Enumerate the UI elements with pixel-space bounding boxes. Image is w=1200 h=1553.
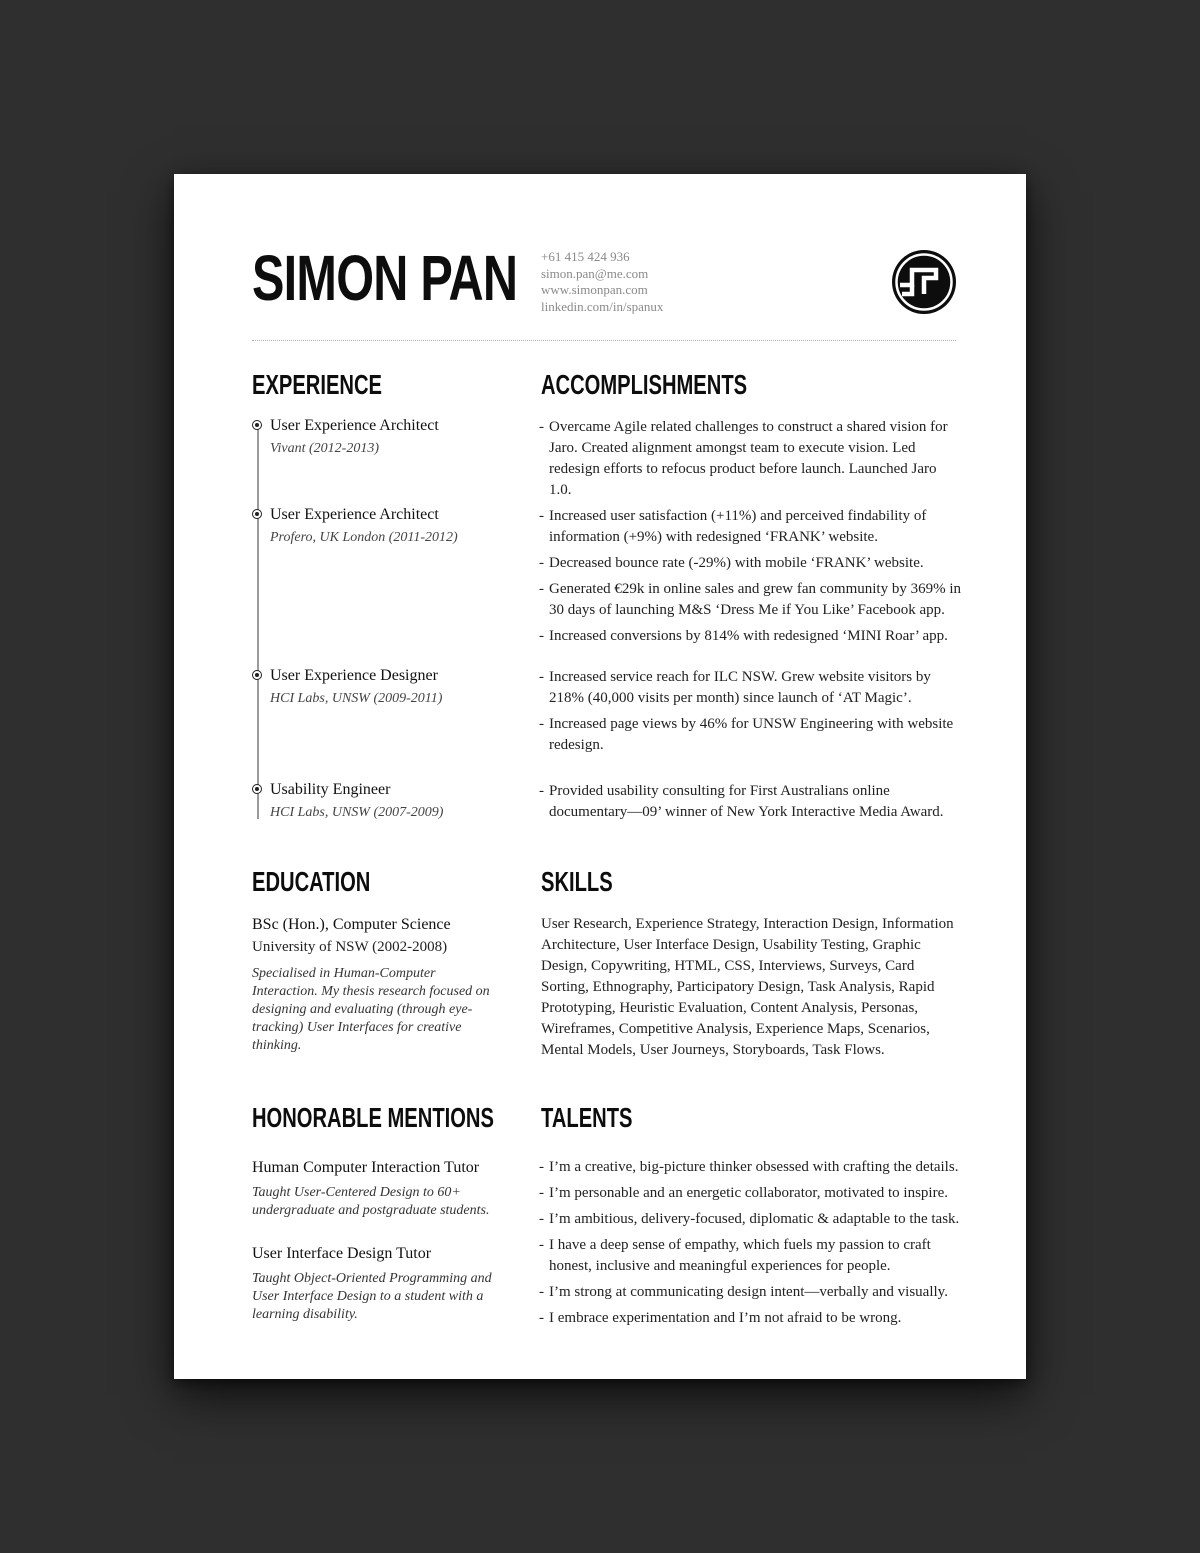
education-entry bbox=[252, 914, 492, 1055]
contact-email[interactable]: simon.pan@me.com bbox=[541, 265, 649, 281]
timeline-dot bbox=[252, 509, 262, 519]
experience-heading: EXPERIENCE bbox=[252, 369, 382, 400]
experience-timeline bbox=[257, 426, 259, 819]
timeline-dot bbox=[252, 784, 262, 794]
accomplishment-list bbox=[541, 417, 961, 506]
education-note: Specialised in Human-Computer Interaction. My thesis research focused on designing and evaluating (through eye-tracking) User Interfaces for creative thinking. bbox=[252, 966, 490, 1053]
accomplishment-item: - Increased service reach for ILC NSW. Grew website visitors by 218% (40,000 visits per month) since launch of ‘AT Magic’. bbox=[541, 667, 961, 709]
talent-item: - I have a deep sense of empathy, which fuels my passion to craft honest, inclusive and meaningful experiences for people. bbox=[541, 1235, 961, 1277]
timeline-dot bbox=[252, 420, 262, 430]
education-degree: BSc (Hon.), Computer Science bbox=[252, 916, 451, 933]
talent-item: - I embrace experimentation and I’m not afraid to be wrong. bbox=[541, 1308, 961, 1329]
timeline-dot bbox=[252, 670, 262, 680]
accomplishment-list bbox=[541, 781, 961, 828]
talent-item: - I’m personable and an energetic collaborator, motivated to inspire. bbox=[541, 1183, 961, 1204]
sp-monogram-icon bbox=[890, 248, 958, 316]
accomplishment-list bbox=[541, 506, 961, 652]
job-company: Vivant (2012-2013) bbox=[270, 441, 379, 456]
accomplishment-item: - Decreased bounce rate (-29%) with mobile ‘FRANK’ website. bbox=[541, 553, 961, 574]
education-school: University of NSW (2002-2008) bbox=[252, 939, 448, 955]
talent-item: - I’m a creative, big-picture thinker obsessed with crafting the details. bbox=[541, 1157, 961, 1178]
accomplishment-item: - Increased conversions by 814% with redesigned ‘MINI Roar’ app. bbox=[541, 626, 961, 647]
contact-info bbox=[541, 249, 663, 315]
mention-title: User Interface Design Tutor bbox=[252, 1245, 432, 1262]
job-entry bbox=[270, 666, 442, 709]
job-entry bbox=[270, 780, 443, 823]
header-divider bbox=[252, 340, 956, 341]
job-role: User Experience Architect bbox=[270, 417, 439, 434]
accomplishment-item: - Provided usability consulting for First Australians online documentary—09’ winner of New York Interactive Media Award. bbox=[541, 781, 961, 823]
job-role: User Experience Architect bbox=[270, 506, 439, 523]
accomplishment-list bbox=[541, 667, 961, 761]
honorable-mentions-heading: HONORABLE MENTIONS bbox=[252, 1102, 494, 1133]
accomplishments-heading: ACCOMPLISHMENTS bbox=[541, 369, 748, 400]
contact-website[interactable]: www.simonpan.com bbox=[541, 282, 648, 297]
mention-entry bbox=[252, 1243, 492, 1324]
contact-linkedin[interactable]: linkedin.com/in/spanux bbox=[541, 298, 664, 314]
accomplishment-item: - Increased page views by 46% for UNSW Engineering with website redesign. bbox=[541, 714, 961, 756]
skills-text: User Research, Experience Strategy, Interaction Design, Information Architecture, User Interface Design, Usability Testing, Graphic Design, Copywriting, HTML, CSS, Interviews, Surveys, Card Sorting, Ethnography, Participatory Design, Task Analysis, Rapid Prototyping, Heuristic Evaluation, Content Analysis, Personas, Wireframes, Competitive Analysis, Experience Maps, Scenarios, Mental Models, User Journeys, Storyboards, Task Flows. bbox=[541, 916, 954, 1058]
mention-title: Human Computer Interaction Tutor bbox=[252, 1159, 480, 1176]
resume-name: SIMON PAN bbox=[252, 242, 518, 314]
education-heading: EDUCATION bbox=[252, 866, 371, 897]
job-role: User Experience Designer bbox=[270, 667, 438, 684]
job-role: Usability Engineer bbox=[270, 781, 391, 798]
job-company: Profero, UK London (2011-2012) bbox=[270, 530, 458, 545]
job-company: HCI Labs, UNSW (2007-2009) bbox=[270, 805, 444, 820]
talent-list bbox=[541, 1157, 961, 1334]
talents-heading: TALENTS bbox=[541, 1102, 633, 1133]
job-entry bbox=[270, 505, 458, 548]
contact-phone: +61 415 424 936 bbox=[541, 249, 630, 264]
talent-item: - I’m strong at communicating design intent—verbally and visually. bbox=[541, 1282, 961, 1303]
mention-note: Taught Object-Oriented Programming and User Interface Design to a student with a learning disability. bbox=[252, 1271, 492, 1322]
skills-heading: SKILLS bbox=[541, 866, 613, 897]
accomplishment-item: - Increased user satisfaction (+11%) and perceived findability of information (+9%) with redesigned ‘FRANK’ website. bbox=[541, 506, 961, 548]
mention-entry bbox=[252, 1157, 492, 1220]
resume-page bbox=[174, 174, 1026, 1379]
accomplishment-item: - Overcame Agile related challenges to construct a shared vision for Jaro. Created alignment amongst team to execute vision. Led redesign efforts to refocus product before launch. Launched Jaro 1.0. bbox=[541, 417, 961, 501]
mention-note: Taught User-Centered Design to 60+ undergraduate and postgraduate students. bbox=[252, 1185, 490, 1218]
talent-item: - I’m ambitious, delivery-focused, diplomatic & adaptable to the task. bbox=[541, 1209, 961, 1230]
accomplishment-item: - Generated €29k in online sales and grew fan community by 369% in 30 days of launching M&S ‘Dress Me if You Like’ Facebook app. bbox=[541, 579, 961, 621]
job-entry bbox=[270, 416, 439, 459]
job-company: HCI Labs, UNSW (2009-2011) bbox=[270, 691, 443, 706]
